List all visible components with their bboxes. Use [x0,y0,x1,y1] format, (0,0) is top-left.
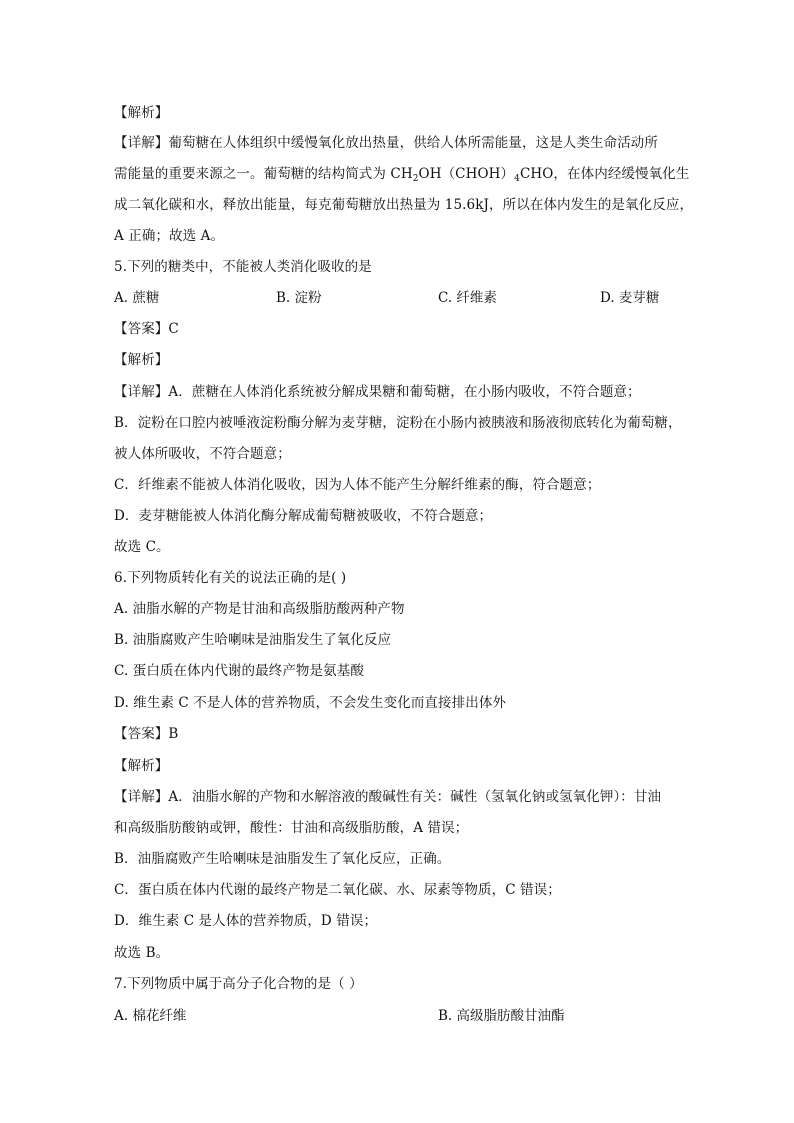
question-7: 7.下列物质中属于高分子化合物的是（ ） [114,976,363,992]
question-6-option-d: D. 维生素 C 不是人体的营养物质，不会发生变化而直接排出体外 [114,695,507,711]
detail-paragraph-line: 【详解】葡萄糖在人体组织中缓慢氧化放出热量，供给人体所需能量，这是人类生命活动所 [114,135,658,151]
detail-line: 被人体所吸收，不符合题意； [114,446,291,462]
detail-paragraph-line: 成二氧化碳和水，释放出能量，每克葡萄糖放出热量为 15.6kJ，所以在体内发生的是氧化反应， [114,197,694,213]
detail-line: C．纤维素不能被人体消化吸收，因为人体不能产生分解纤维素的酶，符合题意； [114,477,601,493]
question-5-option-a: A. 蔗糖 [114,290,160,306]
analysis-heading: 【解析】 [114,352,169,368]
detail-line: B．油脂腐败产生哈喇味是油脂发生了氧化反应，正确。 [114,851,451,867]
subscript: 2 [412,174,419,184]
detail-line: 和高级脂肪酸钠或钾，酸性：甘油和高级脂肪酸，A 错误； [114,820,469,836]
conclusion-line: 故选 B。 [114,945,170,961]
question-6-option-c: C. 蛋白质在体内代谢的最终产物是氨基酸 [114,663,364,679]
question-5-option-c: C. 纤维素 [438,290,497,306]
text-segment: CHO，在体内经缓慢氧化生 [519,166,690,182]
question-5-option-b: B. 淀粉 [276,290,322,306]
question-6-option-a: A. 油脂水解的产物是甘油和高级脂肪酸两种产物 [114,601,405,617]
detail-line: 【详解】A．蔗糖在人体消化系统被分解成果糖和葡萄糖，在小肠内吸收，不符合题意； [114,384,641,400]
text-segment: 需能量的重要来源之一。葡萄糖的结构简式为 CH [114,166,413,182]
question-6: 6.下列物质转化有关的说法正确的是( ) [114,570,347,586]
detail-line: B．淀粉在口腔内被唾液淀粉酶分解为麦芽糖，淀粉在小肠内被胰液和肠液彻底转化为葡萄糖， [114,415,682,431]
detail-line: D．麦芽糖能被人体消化酶分解成葡萄糖被吸收，不符合题意； [114,508,493,524]
answer-5: 【答案】C [114,321,179,337]
analysis-heading: 【解析】 [114,105,169,121]
answer-6: 【答案】B [114,726,179,742]
question-5-option-d: D. 麦芽糖 [600,290,660,306]
detail-paragraph-line: A 正确；故选 A。 [114,228,225,244]
question-7-option-a: A. 棉花纤维 [114,1008,187,1024]
detail-line: D．维生素 C 是人体的营养物质，D 错误； [114,913,378,929]
text-segment: OH（CHOH） [418,166,515,182]
subscript: 4 [514,174,520,184]
detail-line: 【详解】A．油脂水解的产物和水解溶液的酸碱性有关：碱性（氢氧化钠或氢氧化钾）：甘油 [114,789,662,805]
analysis-heading: 【解析】 [114,758,169,774]
question-7-option-b: B. 高级脂肪酸甘油酯 [438,1008,565,1024]
question-6-option-b: B. 油脂腐败产生哈喇味是油脂发生了氧化反应 [114,632,392,648]
question-5: 5.下列的糖类中，不能被人类消化吸收的是 [114,259,372,275]
detail-line: C．蛋白质在体内代谢的最终产物是二氧化碳、水、尿素等物质，C 错误； [114,882,561,898]
detail-paragraph-line [114,164,694,189]
conclusion-line: 故选 C。 [114,539,170,555]
